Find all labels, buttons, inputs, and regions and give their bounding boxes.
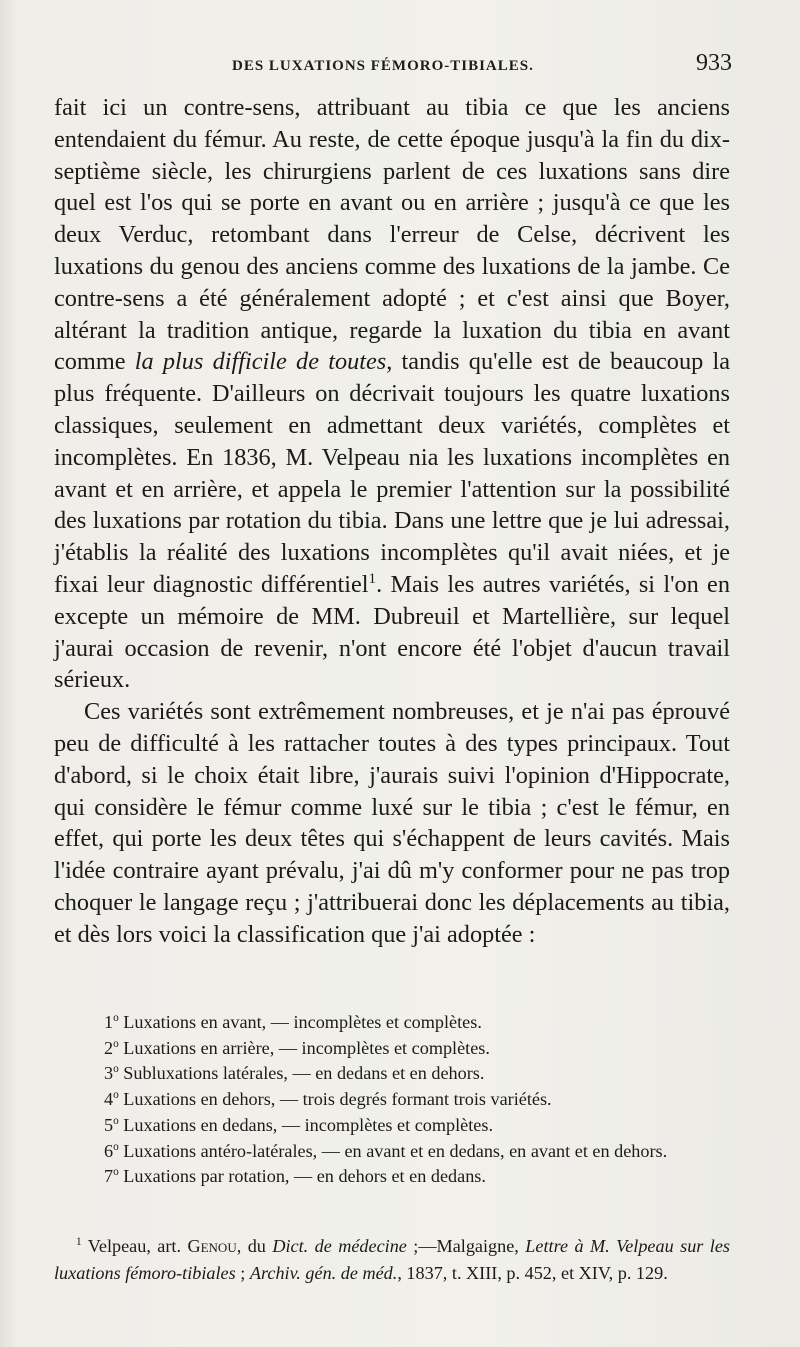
item-text: Luxations antéro-latérales, — en avant et en dedans, en avant et en dehors. <box>123 1140 668 1161</box>
ordinal-mark: o <box>113 1089 119 1102</box>
ordinal-mark: o <box>113 1140 119 1153</box>
footnote-text: , 1837, t. XIII, p. 452, et XIV, p. 129. <box>397 1262 668 1283</box>
item-number: 6 <box>104 1140 114 1161</box>
paragraph-1 <box>54 92 730 696</box>
page-number: 933 <box>696 50 732 76</box>
quoted-phrase: la plus difficile de toutes <box>134 348 387 376</box>
item-text: Subluxations latérales, — en dedans et en dehors. <box>123 1063 485 1084</box>
footnote-letter-title: Lettre à M. Velpeau sur les luxations fémoro-tibiales <box>54 1236 730 1283</box>
classification-item <box>54 1139 730 1165</box>
paragraph-1-part-c: . Mais les autres variétés, si l'on en excepte un mémoire de MM. Dubreuil et Martellière, sur lequel j'aurai occasion de revenir, n'ont encore été l'objet d'aucun travail sérieux. <box>54 570 730 694</box>
paragraph-1-part-a: fait ici un contre-sens, attribuant au tibia ce que les anciens entendaient du fémur. Au reste, de cette époque jusqu'à la fin du dix-septième siècle, les chirurgiens parlent de ces luxations sans dire quel est l'os qui se porte en avant ou en arrière ; jusqu'à ce que les deux Verduc, retombant dans l'erreur de Celse, décrivent les luxations du genou des anciens comme des luxations de la jambe. Ce contre-sens a été généralement adopté ; et c'est ainsi que Boyer, altérant la tradition antique, regarde la luxation du tibia en avant comme <box>54 94 730 376</box>
ordinal-mark: o <box>113 1166 119 1179</box>
ordinal-mark: o <box>113 1063 119 1076</box>
item-number: 5 <box>104 1114 114 1135</box>
classification-item <box>54 1036 730 1062</box>
ordinal-mark: o <box>113 1011 119 1024</box>
running-title: DES LUXATIONS FÉMORO-TIBIALES. <box>232 58 534 74</box>
item-text: Luxations par rotation, — en dehors et en dedans. <box>123 1166 486 1187</box>
item-number: 1 <box>104 1012 114 1032</box>
footnote-text: ;—Malgaigne, <box>406 1236 526 1256</box>
footnote-journal-title: Archiv. gén. de méd. <box>249 1262 398 1283</box>
classification-item <box>54 1164 730 1190</box>
footnote <box>54 1233 730 1286</box>
ordinal-mark: o <box>113 1114 119 1127</box>
footnote-source-title: Dict. de médecine <box>272 1236 407 1256</box>
footnote-article: Genou <box>187 1236 237 1256</box>
item-number: 3 <box>104 1063 114 1084</box>
item-text: Luxations en dedans, — incomplètes et complètes. <box>123 1114 493 1135</box>
classification-list <box>54 1010 730 1190</box>
paragraph-2: Ces variétés sont extrêmement nombreuses, et je n'ai pas éprouvé peu de difficulté à les rattacher toutes à des types principaux. Tout d'abord, si le choix était libre, j'aurais suivi l'opinion d'Hippocrate, qui considère le fémur comme luxé sur le tibia ; c'est le fémur, en effet, qui porte les deux têtes qui s'échappent de leurs cavités. Mais l'idée contraire ayant prévalu, j'ai dû m'y conformer pour ne pas trop choquer le langage reçu ; j'attribuerai donc les déplacements au tibia, et dès lors voici la classification que j'ai adoptée : <box>54 698 730 948</box>
item-text: Luxations en arrière, — incomplètes et complètes. <box>123 1037 490 1058</box>
footnote-text: ; <box>235 1262 250 1283</box>
item-number: 7 <box>104 1166 114 1187</box>
ordinal-mark: o <box>113 1037 119 1050</box>
footnote-text: , du <box>236 1236 273 1256</box>
classification-item <box>54 1113 730 1139</box>
item-number: 4 <box>104 1089 114 1110</box>
classification-item <box>54 1087 730 1113</box>
footnote-number: 1 <box>76 1235 82 1248</box>
classification-item <box>54 1061 730 1087</box>
item-text: Luxations en avant, — incomplètes et complètes. <box>123 1012 482 1032</box>
footnote-reference: 1 <box>368 570 377 587</box>
classification-item <box>54 1010 730 1036</box>
paragraph-1-part-b: , tandis qu'elle est de beaucoup la plus fréquente. D'ailleurs on décrivait toujours les quatre luxations classiques, seulement en admettant deux variétés, complètes et incomplètes. En 1836, M. Velpeau nia les luxations incomplètes en avant et en arrière, et appela le premier l'attention sur la possibilité des luxations par rotation du tibia. Dans une lettre que je lui adressai, j'établis la réalité des luxations incomplètes qu'il avait niées, et je fixai leur diagnostic différentiel <box>54 348 731 598</box>
page-header <box>52 48 732 88</box>
item-text: Luxations en dehors, — trois degrés formant trois variétés. <box>123 1089 552 1110</box>
footnote-text: Velpeau, art. <box>87 1236 188 1256</box>
item-number: 2 <box>104 1037 114 1058</box>
main-text <box>54 92 730 951</box>
